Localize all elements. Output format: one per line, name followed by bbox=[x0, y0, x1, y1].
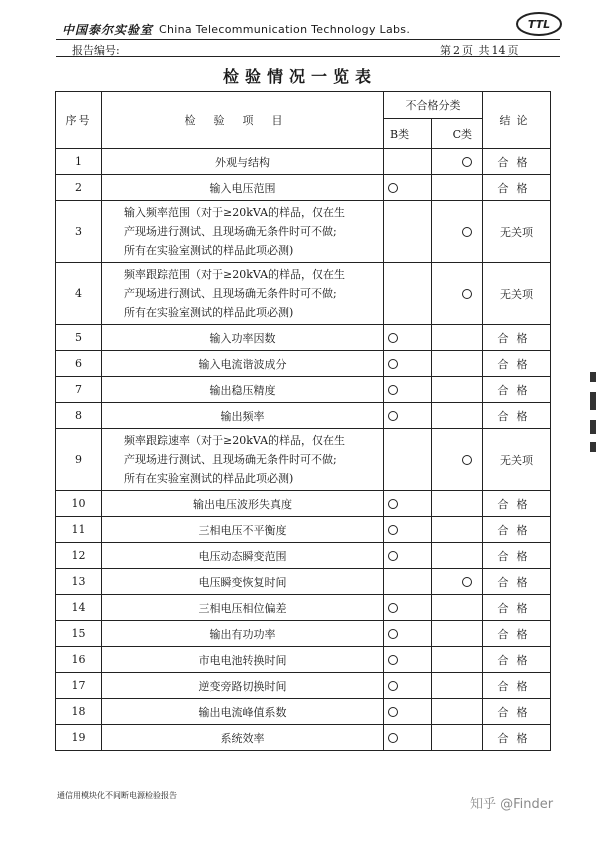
b-class-circle-mark bbox=[388, 499, 398, 509]
row-serial: 1 bbox=[56, 149, 102, 175]
logo-text: TTL bbox=[527, 18, 551, 31]
row-item-line: 输入频率范围（对于≥20kVA的样品，仅在生 bbox=[124, 206, 346, 219]
row-serial: 7 bbox=[56, 377, 102, 403]
table-body bbox=[56, 149, 551, 751]
c-class-cell bbox=[432, 201, 483, 263]
b-class-cell bbox=[384, 325, 432, 351]
row-item-line: 产现场进行测试、且现场确无条件时可不做; bbox=[124, 287, 337, 300]
b-class-cell bbox=[384, 725, 432, 751]
row-result: 无关项 bbox=[483, 429, 551, 491]
footer-report-name: 通信用模块化不间断电源检验报告 bbox=[57, 791, 177, 800]
row-result: 合格 bbox=[483, 543, 551, 569]
row-serial: 6 bbox=[56, 351, 102, 377]
header-item: 检验项目 bbox=[102, 92, 384, 149]
row-result: 合格 bbox=[483, 403, 551, 429]
lab-header bbox=[62, 20, 522, 38]
page-current: 2 bbox=[453, 44, 460, 57]
row-item: 三相电压不平衡度 bbox=[102, 517, 384, 543]
table-row bbox=[56, 325, 551, 351]
c-class-cell bbox=[432, 263, 483, 325]
row-result: 合格 bbox=[483, 175, 551, 201]
row-result: 合格 bbox=[483, 325, 551, 351]
header-nonconformity: 不合格分类 bbox=[384, 92, 483, 119]
b-class-cell bbox=[384, 201, 432, 263]
table-row bbox=[56, 621, 551, 647]
margin-mark bbox=[590, 392, 596, 410]
row-result: 合格 bbox=[483, 517, 551, 543]
table-row bbox=[56, 699, 551, 725]
b-class-cell bbox=[384, 673, 432, 699]
c-class-cell bbox=[432, 429, 483, 491]
page-label-3: 共 bbox=[478, 44, 490, 57]
row-item-line: 所有在实验室测试的样品此项必测) bbox=[124, 472, 294, 485]
b-class-cell bbox=[384, 377, 432, 403]
c-class-cell bbox=[432, 647, 483, 673]
table-row bbox=[56, 403, 551, 429]
row-item: 电压瞬变恢复时间 bbox=[102, 569, 384, 595]
row-serial: 18 bbox=[56, 699, 102, 725]
margin-mark bbox=[590, 442, 596, 452]
table-row bbox=[56, 517, 551, 543]
b-class-circle-mark bbox=[388, 359, 398, 369]
c-class-cell bbox=[432, 569, 483, 595]
row-item: 输入功率因数 bbox=[102, 325, 384, 351]
row-serial: 5 bbox=[56, 325, 102, 351]
row-result: 无关项 bbox=[483, 201, 551, 263]
row-result: 合格 bbox=[483, 569, 551, 595]
table-row bbox=[56, 149, 551, 175]
row-item: 三相电压相位偏差 bbox=[102, 595, 384, 621]
table-row bbox=[56, 543, 551, 569]
row-result: 合格 bbox=[483, 647, 551, 673]
row-item-line: 产现场进行测试、且现场确无条件时可不做; bbox=[124, 225, 337, 238]
row-item: 输出有功功率 bbox=[102, 621, 384, 647]
row-item: 输出电压波形失真度 bbox=[102, 491, 384, 517]
page-label-4: 页 bbox=[507, 44, 519, 57]
header-result: 结论 bbox=[483, 92, 551, 149]
page-label-1: 第 bbox=[440, 44, 451, 57]
b-class-cell bbox=[384, 491, 432, 517]
c-class-cell bbox=[432, 699, 483, 725]
b-class-circle-mark bbox=[388, 629, 398, 639]
row-item: 输出电流峰值系数 bbox=[102, 699, 384, 725]
row-item-line: 所有在实验室测试的样品此项必测) bbox=[124, 244, 294, 257]
lab-name-en: China Telecommunication Technology Labs. bbox=[159, 22, 411, 36]
c-class-circle-mark bbox=[462, 157, 472, 167]
table-row bbox=[56, 569, 551, 595]
row-serial: 15 bbox=[56, 621, 102, 647]
row-result: 合格 bbox=[483, 699, 551, 725]
margin-mark bbox=[590, 372, 596, 382]
row-item: 电压动态瞬变范围 bbox=[102, 543, 384, 569]
c-class-cell bbox=[432, 725, 483, 751]
row-serial: 11 bbox=[56, 517, 102, 543]
b-class-cell bbox=[384, 351, 432, 377]
b-class-cell bbox=[384, 699, 432, 725]
row-item bbox=[102, 263, 384, 325]
row-result: 合格 bbox=[483, 673, 551, 699]
b-class-cell bbox=[384, 569, 432, 595]
row-item: 逆变旁路切换时间 bbox=[102, 673, 384, 699]
row-result: 无关项 bbox=[483, 263, 551, 325]
b-class-cell bbox=[384, 403, 432, 429]
c-class-cell bbox=[432, 403, 483, 429]
b-class-circle-mark bbox=[388, 655, 398, 665]
table-row bbox=[56, 647, 551, 673]
c-class-circle-mark bbox=[462, 227, 472, 237]
row-item: 输入电压范围 bbox=[102, 175, 384, 201]
b-class-circle-mark bbox=[388, 681, 398, 691]
row-serial: 14 bbox=[56, 595, 102, 621]
row-result: 合格 bbox=[483, 149, 551, 175]
table-row bbox=[56, 491, 551, 517]
b-class-cell bbox=[384, 263, 432, 325]
row-result: 合格 bbox=[483, 595, 551, 621]
b-class-circle-mark bbox=[388, 333, 398, 343]
b-class-cell bbox=[384, 149, 432, 175]
row-item: 输出频率 bbox=[102, 403, 384, 429]
row-result: 合格 bbox=[483, 725, 551, 751]
b-class-cell bbox=[384, 429, 432, 491]
lab-name-cn: 中国泰尔实验室 bbox=[62, 22, 154, 37]
ttl-logo bbox=[515, 10, 563, 38]
page-title: 检验情况一览表 bbox=[222, 67, 377, 86]
b-class-circle-mark bbox=[388, 183, 398, 193]
b-class-circle-mark bbox=[388, 603, 398, 613]
row-result: 合格 bbox=[483, 351, 551, 377]
row-item: 外观与结构 bbox=[102, 149, 384, 175]
row-serial: 8 bbox=[56, 403, 102, 429]
row-serial: 16 bbox=[56, 647, 102, 673]
table-row bbox=[56, 351, 551, 377]
b-class-cell bbox=[384, 595, 432, 621]
row-item bbox=[102, 429, 384, 491]
row-item-line: 所有在实验室测试的样品此项必测) bbox=[124, 306, 294, 319]
row-serial: 19 bbox=[56, 725, 102, 751]
report-number-label: 报告编号: bbox=[72, 44, 120, 57]
b-class-circle-mark bbox=[388, 385, 398, 395]
row-item-line: 频率跟踪速率（对于≥20kVA的样品，仅在生 bbox=[124, 434, 346, 447]
row-serial: 3 bbox=[56, 201, 102, 263]
row-result: 合格 bbox=[483, 491, 551, 517]
b-class-cell bbox=[384, 621, 432, 647]
b-class-circle-mark bbox=[388, 551, 398, 561]
watermark: 知乎 @Finder bbox=[470, 797, 554, 812]
row-serial: 12 bbox=[56, 543, 102, 569]
table-row bbox=[56, 429, 551, 491]
inspection-table bbox=[55, 91, 551, 751]
table-row bbox=[56, 595, 551, 621]
header-c-class: C类 bbox=[432, 119, 483, 149]
c-class-cell bbox=[432, 491, 483, 517]
c-class-cell bbox=[432, 175, 483, 201]
b-class-circle-mark bbox=[388, 707, 398, 717]
table-row bbox=[56, 263, 551, 325]
c-class-cell bbox=[432, 517, 483, 543]
row-serial: 13 bbox=[56, 569, 102, 595]
page-total: 14 bbox=[491, 44, 506, 57]
table-row bbox=[56, 673, 551, 699]
row-item-line: 产现场进行测试、且现场确无条件时可不做; bbox=[124, 453, 337, 466]
margin-mark bbox=[590, 420, 596, 434]
row-result: 合格 bbox=[483, 377, 551, 403]
c-class-circle-mark bbox=[462, 289, 472, 299]
table-row bbox=[56, 377, 551, 403]
row-serial: 4 bbox=[56, 263, 102, 325]
row-serial: 10 bbox=[56, 491, 102, 517]
c-class-cell bbox=[432, 351, 483, 377]
row-item: 市电电池转换时间 bbox=[102, 647, 384, 673]
b-class-circle-mark bbox=[388, 525, 398, 535]
b-class-cell bbox=[384, 543, 432, 569]
c-class-circle-mark bbox=[462, 455, 472, 465]
table-row bbox=[56, 201, 551, 263]
header-b-class: B类 bbox=[384, 119, 432, 149]
header-rule-bottom bbox=[56, 56, 560, 57]
c-class-circle-mark bbox=[462, 577, 472, 587]
row-result: 合格 bbox=[483, 621, 551, 647]
row-serial: 2 bbox=[56, 175, 102, 201]
c-class-cell bbox=[432, 377, 483, 403]
row-serial: 9 bbox=[56, 429, 102, 491]
header-rule-top bbox=[56, 39, 560, 40]
b-class-cell bbox=[384, 517, 432, 543]
c-class-cell bbox=[432, 595, 483, 621]
table-row bbox=[56, 175, 551, 201]
row-serial: 17 bbox=[56, 673, 102, 699]
row-item-line: 频率跟踪范围（对于≥20kVA的样品，仅在生 bbox=[124, 268, 346, 281]
b-class-cell bbox=[384, 175, 432, 201]
c-class-cell bbox=[432, 621, 483, 647]
row-item: 输入电流谐波成分 bbox=[102, 351, 384, 377]
table-row bbox=[56, 725, 551, 751]
b-class-circle-mark bbox=[388, 411, 398, 421]
c-class-cell bbox=[432, 543, 483, 569]
b-class-circle-mark bbox=[388, 733, 398, 743]
c-class-cell bbox=[432, 673, 483, 699]
row-item bbox=[102, 201, 384, 263]
header-serial: 序号 bbox=[56, 92, 102, 149]
row-item: 系统效率 bbox=[102, 725, 384, 751]
c-class-cell bbox=[432, 149, 483, 175]
b-class-cell bbox=[384, 647, 432, 673]
page-label-2: 页 bbox=[462, 44, 473, 57]
row-item: 输出稳压精度 bbox=[102, 377, 384, 403]
c-class-cell bbox=[432, 325, 483, 351]
